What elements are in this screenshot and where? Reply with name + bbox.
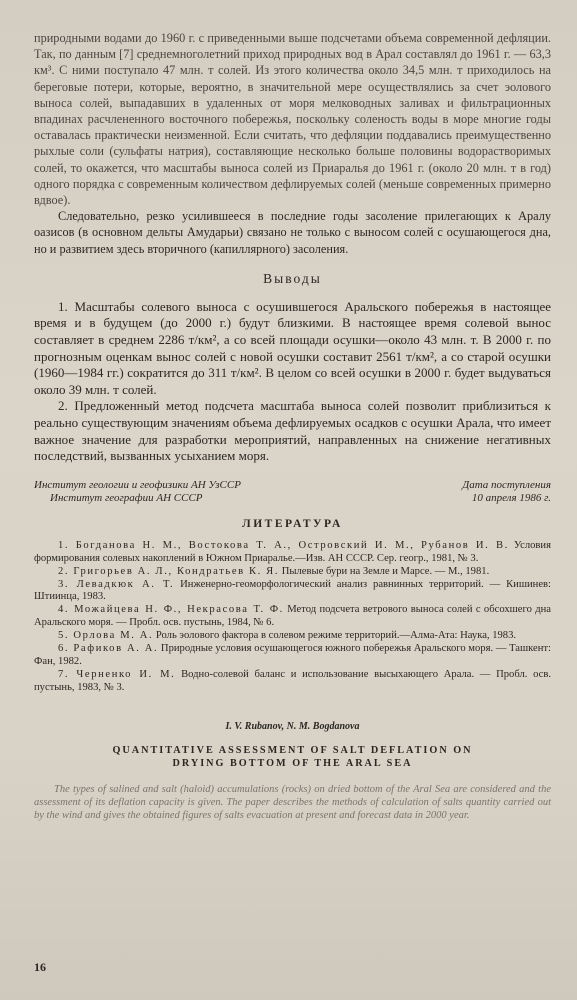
english-abstract: The types of salined and salt (haloid) accumulations (rocks) on dried bottom of the Aral Sea are considered and the assessment of its deflation capacity is given. The paper describes the methods of calculation of salts quantity carried out by the wind and gives the obtained figures of salts evacuation at present and forecast data in 2000 year. <box>34 783 551 821</box>
institute-2: Институт географии АН СССР <box>50 492 203 505</box>
english-title-line-1: QUANTITATIVE ASSESSMENT OF SALT DEFLATION ON <box>112 744 473 756</box>
affiliation-block <box>34 479 551 506</box>
page-number: 16 <box>34 960 46 974</box>
english-title-line-2: DRYING BOTTOM OF THE ARAL SEA <box>172 758 413 770</box>
reference-item: 5. Орлова М. А. Роль эолового фактора в солевом режиме территорий.—Алма-Ата: Наука, 1983. <box>58 630 517 642</box>
institute-1: Институт геологии и геофизики АН УзССР <box>34 478 241 491</box>
reference-item: 7. Черненко И. М. Водно-солевой баланс и использование высыхающего Арала. — Пробл. осв. пустынь, 1983, № 3. <box>34 668 552 693</box>
paragraph-deflation: природными водами до 1960 г. с приведенными выше подсчетами объема современной дефляции. Так, по данным [7] среднемноголетний приход природных вод в Арал составлял до 1961 г. — 63,3 км³. С ними поступало 47 млн. т солей. Из этого количества около 34,5 млн. т приходилось на береговые потери, которые, вероятно, в значительной мере осуществлялись за счет эолового выноса солей, выпадавших в удаленных от моря мелководных заливах и фильтрационных впадинах расчлененного восточного побережья, поскольку соленость воды в море многие годы оставалась практически неизменной. Если считать, что дефляции поддавались преимущественно рыхлые соли (сульфаты натрия), составляющие несколько больше половины водорастворимых солей, то окажется, что масштабы выноса солей из Приаралья до 1961 г. (около 20 млн. т в год) одного порядка с современным количеством дефлируемых солей (меньше современных примерно вдвое). <box>34 31 551 208</box>
english-title <box>34 744 551 771</box>
received-label: Дата поступления <box>462 478 551 491</box>
english-authors: I. V. Rubanov, N. M. Bogdanova <box>225 720 360 732</box>
reference-item: 6. Рафиков А. А. Природные условия осушающегося южного побережья Аральского моря. — Ташкент: Фан, 1982. <box>34 643 551 667</box>
reference-item: 3. Левадкюк А. Т. Инженерно-геоморфологический анализ равнинных территорий. — Кишинев: Штиинца, 1983. <box>34 578 551 603</box>
reference-item: 1. Богданова Н. М., Востокова Т. А., Островский И. М., Рубанов И. В. Условия формирования солевых накоплений в Южном Приаралье.—Изв. АН СССР. Сер. геогр., 1981, № 3. <box>34 539 551 564</box>
conclusion-2: 2. Предложенный метод подсчета масштаба выноса солей позволит приблизиться к реально существующим значениям объема дефлируемых осадков с осушки Арала, что имеет важное значение для разработки мероприятий, направленных на снижение негативных последствий, вызванных усыханием моря. <box>34 398 551 464</box>
reference-item: 4. Можайцева Н. Ф., Некрасова Т. Ф. Метод подсчета ветрового выноса солей с обсохшего дна Аральского моря. — Пробл. осв. пустынь, 1984, № 6. <box>34 604 551 629</box>
paragraph-conclusion-intro: Следовательно, резко усилившееся в последние годы засоление прилегающих к Аралу оазисов (в основном дельты Амударьи) связано не только с выносом солей с осушающегося дна, но и развитием здесь вторичного (капиллярного) засоления. <box>34 209 551 256</box>
heading-literature: ЛИТЕРАТУРА <box>242 517 343 530</box>
reference-item: 2. Григорьев А. Л., Кондратьев К. Я. Пылевые бури на Земле и Марсе. — М., 1981. <box>58 565 490 577</box>
received-date: 10 апреля 1986 г. <box>471 492 551 505</box>
heading-conclusions: Выводы <box>263 270 322 286</box>
reference-list <box>34 540 551 695</box>
conclusion-1: 1. Масштабы солевого выноса с осушившегося Аральского побережья в настоящее время и в будущем (до 2000 г.) будут близкими. В настоящее время солевой вынос составляет в среднем 2286 т/км², а со всей площади осушки—около 43 млн. т. В 2000 г. по прогнозным оценкам вынос солей с новой осушки составит 2561 т/км², а со старой осушки (1960—1984 гг.) сократится до 311 т/км². В целом со всей осушки в 2000 г. будет выдуваться около 39 млн. т солей. <box>34 298 551 397</box>
